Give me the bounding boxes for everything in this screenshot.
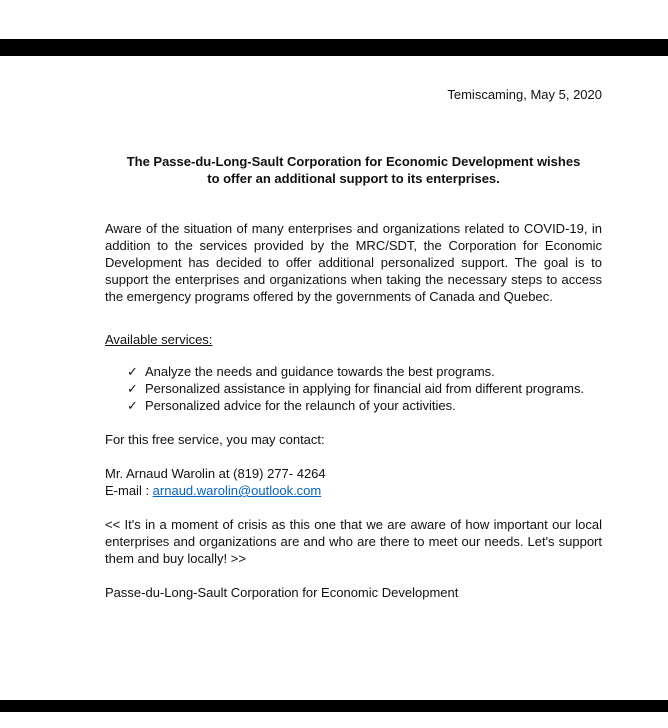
service-text: Personalized advice for the relaunch of your activities. <box>145 398 456 413</box>
service-text: Personalized assistance in applying for financial aid from different programs. <box>145 381 585 396</box>
intro-paragraph: Aware of the situation of many enterprises and organizations related to COVID-19, in addition to the services provided by the MRC/SDT, the Corporation for Economic Development has decided to offer additional personalized support. The goal is to support the enterprises and organizations when taking the necessary steps to access the emergency programs offered by the governments of Canada and Quebec. <box>105 221 602 304</box>
quote-paragraph: << It's in a moment of crisis as this one that we are aware of how important our local enterprises and organizations are and who are there to meet our needs. Let's support them and buy locally! >> <box>105 517 602 566</box>
services-list <box>105 363 602 414</box>
service-text: Analyze the needs and guidance towards the best programs. <box>145 364 495 379</box>
dateline: Temiscaming, May 5, 2020 <box>447 87 602 102</box>
service-item <box>127 380 602 397</box>
service-item <box>127 363 602 380</box>
checkmark-icon: ✓ <box>127 398 138 413</box>
email-line <box>105 482 602 499</box>
document-title: The Passe-du-Long-Sault Corporation for Economic Development wishes to offer an additional support to its enterprises. <box>126 154 581 186</box>
contact-name-line: Mr. Arnaud Warolin at (819) 277- 4264 <box>105 466 326 481</box>
contact-intro: For this free service, you may contact: <box>105 432 325 447</box>
email-label: E-mail : <box>105 483 153 498</box>
service-item <box>127 397 602 414</box>
signature-line: Passe-du-Long-Sault Corporation for Economic Development <box>105 585 459 600</box>
services-heading <box>105 331 602 348</box>
checkmark-icon: ✓ <box>127 364 138 379</box>
letter-content <box>105 0 602 601</box>
checkmark-icon: ✓ <box>127 381 138 396</box>
email-link[interactable]: arnaud.warolin@outlook.com <box>152 483 322 498</box>
bottom-rule <box>0 700 668 712</box>
services-heading-text: Available services: <box>105 332 213 347</box>
